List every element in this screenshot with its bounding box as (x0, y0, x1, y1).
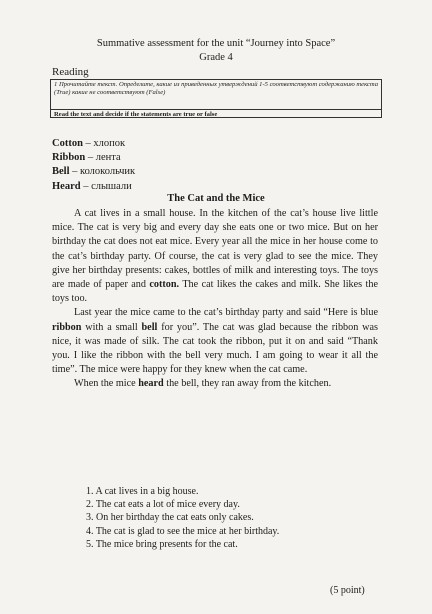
vocabulary-list (52, 137, 135, 194)
section-heading: Reading (52, 66, 89, 78)
statement-item: 1. A cat lives in a big house. (86, 486, 199, 497)
story-bold-word: ribbon (52, 321, 82, 333)
story-text-run: with a small (81, 321, 142, 333)
vocabulary-item (52, 180, 135, 194)
story-title: The Cat and the Mice (167, 193, 265, 204)
vocab-term: Heard (52, 180, 81, 192)
assessment-title: Summative assessment for the unit “Journey into Space” (96, 38, 336, 49)
story-text-run: Last year the mice came to the cat’s birthday party and said “Here is blue (74, 307, 378, 319)
story-text (52, 207, 378, 392)
story-bold-word: cotton. (149, 279, 180, 291)
story-text-run: for you”. The cat was glad because the ribbon was nice, it was made of silk. The cat took the ribbon, put it on and said “Thank you. I like the ribbon with the bell very much. I am going to wear it all the time”. The mice were happy for they knew when the cat came. (52, 321, 378, 376)
statement-item: 2. The cat eats a lot of mice every day. (86, 499, 240, 511)
vocab-term: Bell (52, 166, 70, 178)
vocab-term: Ribbon (52, 152, 86, 164)
task-instructions-box (50, 79, 382, 118)
story-bold-word: bell (141, 321, 158, 333)
story-text-run: When the mice (74, 378, 139, 390)
story-text-run: the bell, they ran away from the kitchen. (163, 378, 332, 390)
statement-item: 3. On her birthday the cat eats only cakes. (86, 512, 254, 524)
story-paragraph (52, 306, 378, 377)
vocabulary-item (52, 137, 135, 151)
points-label: (5 point) (330, 585, 365, 596)
vocab-translation: – хлопок (82, 138, 126, 149)
vocabulary-item (52, 165, 135, 179)
vocab-translation: – слышали (80, 180, 132, 192)
story-text-run: The cat likes the cakes and milk. She likes the toys too. (52, 279, 378, 305)
grade-label: Grade 4 (199, 52, 233, 63)
vocab-translation: – лента (85, 152, 121, 164)
story-paragraph (52, 207, 378, 306)
statement-item: 4. The cat is glad to see the mice at her birthday. (86, 525, 280, 537)
story-text-run: A cat lives in a small house. In the kitchen of the cat’s house live little mice. The cat is very big and every day she eats one or two mice. But on her birthday the cat does not eat mice. Every year all the mice in her house come to the cat’s birthday party. Of course, the cat is very glad to see the mice. They give her birthday presents: cakes, bottles of milk and interesting toys. The toys are made of paper and (52, 208, 378, 291)
vocab-translation: – колокольчик (69, 166, 136, 178)
story-bold-word: heard (138, 378, 164, 390)
vocab-term: Cotton (52, 138, 83, 149)
statement-item: 5. The mice bring presents for the cat. (86, 538, 238, 550)
statements-list (86, 485, 279, 551)
task-instruction-russian: 1 Прочитайте текст. Определите, какие из приведенных утверждений 1-5 соответствуют содержанию текста (True) какие не соответствуют (False) (54, 81, 378, 97)
task-instruction-english: Read the text and decide if the statements are true or false (51, 109, 381, 119)
story-paragraph (52, 377, 378, 391)
vocabulary-item (52, 151, 135, 165)
